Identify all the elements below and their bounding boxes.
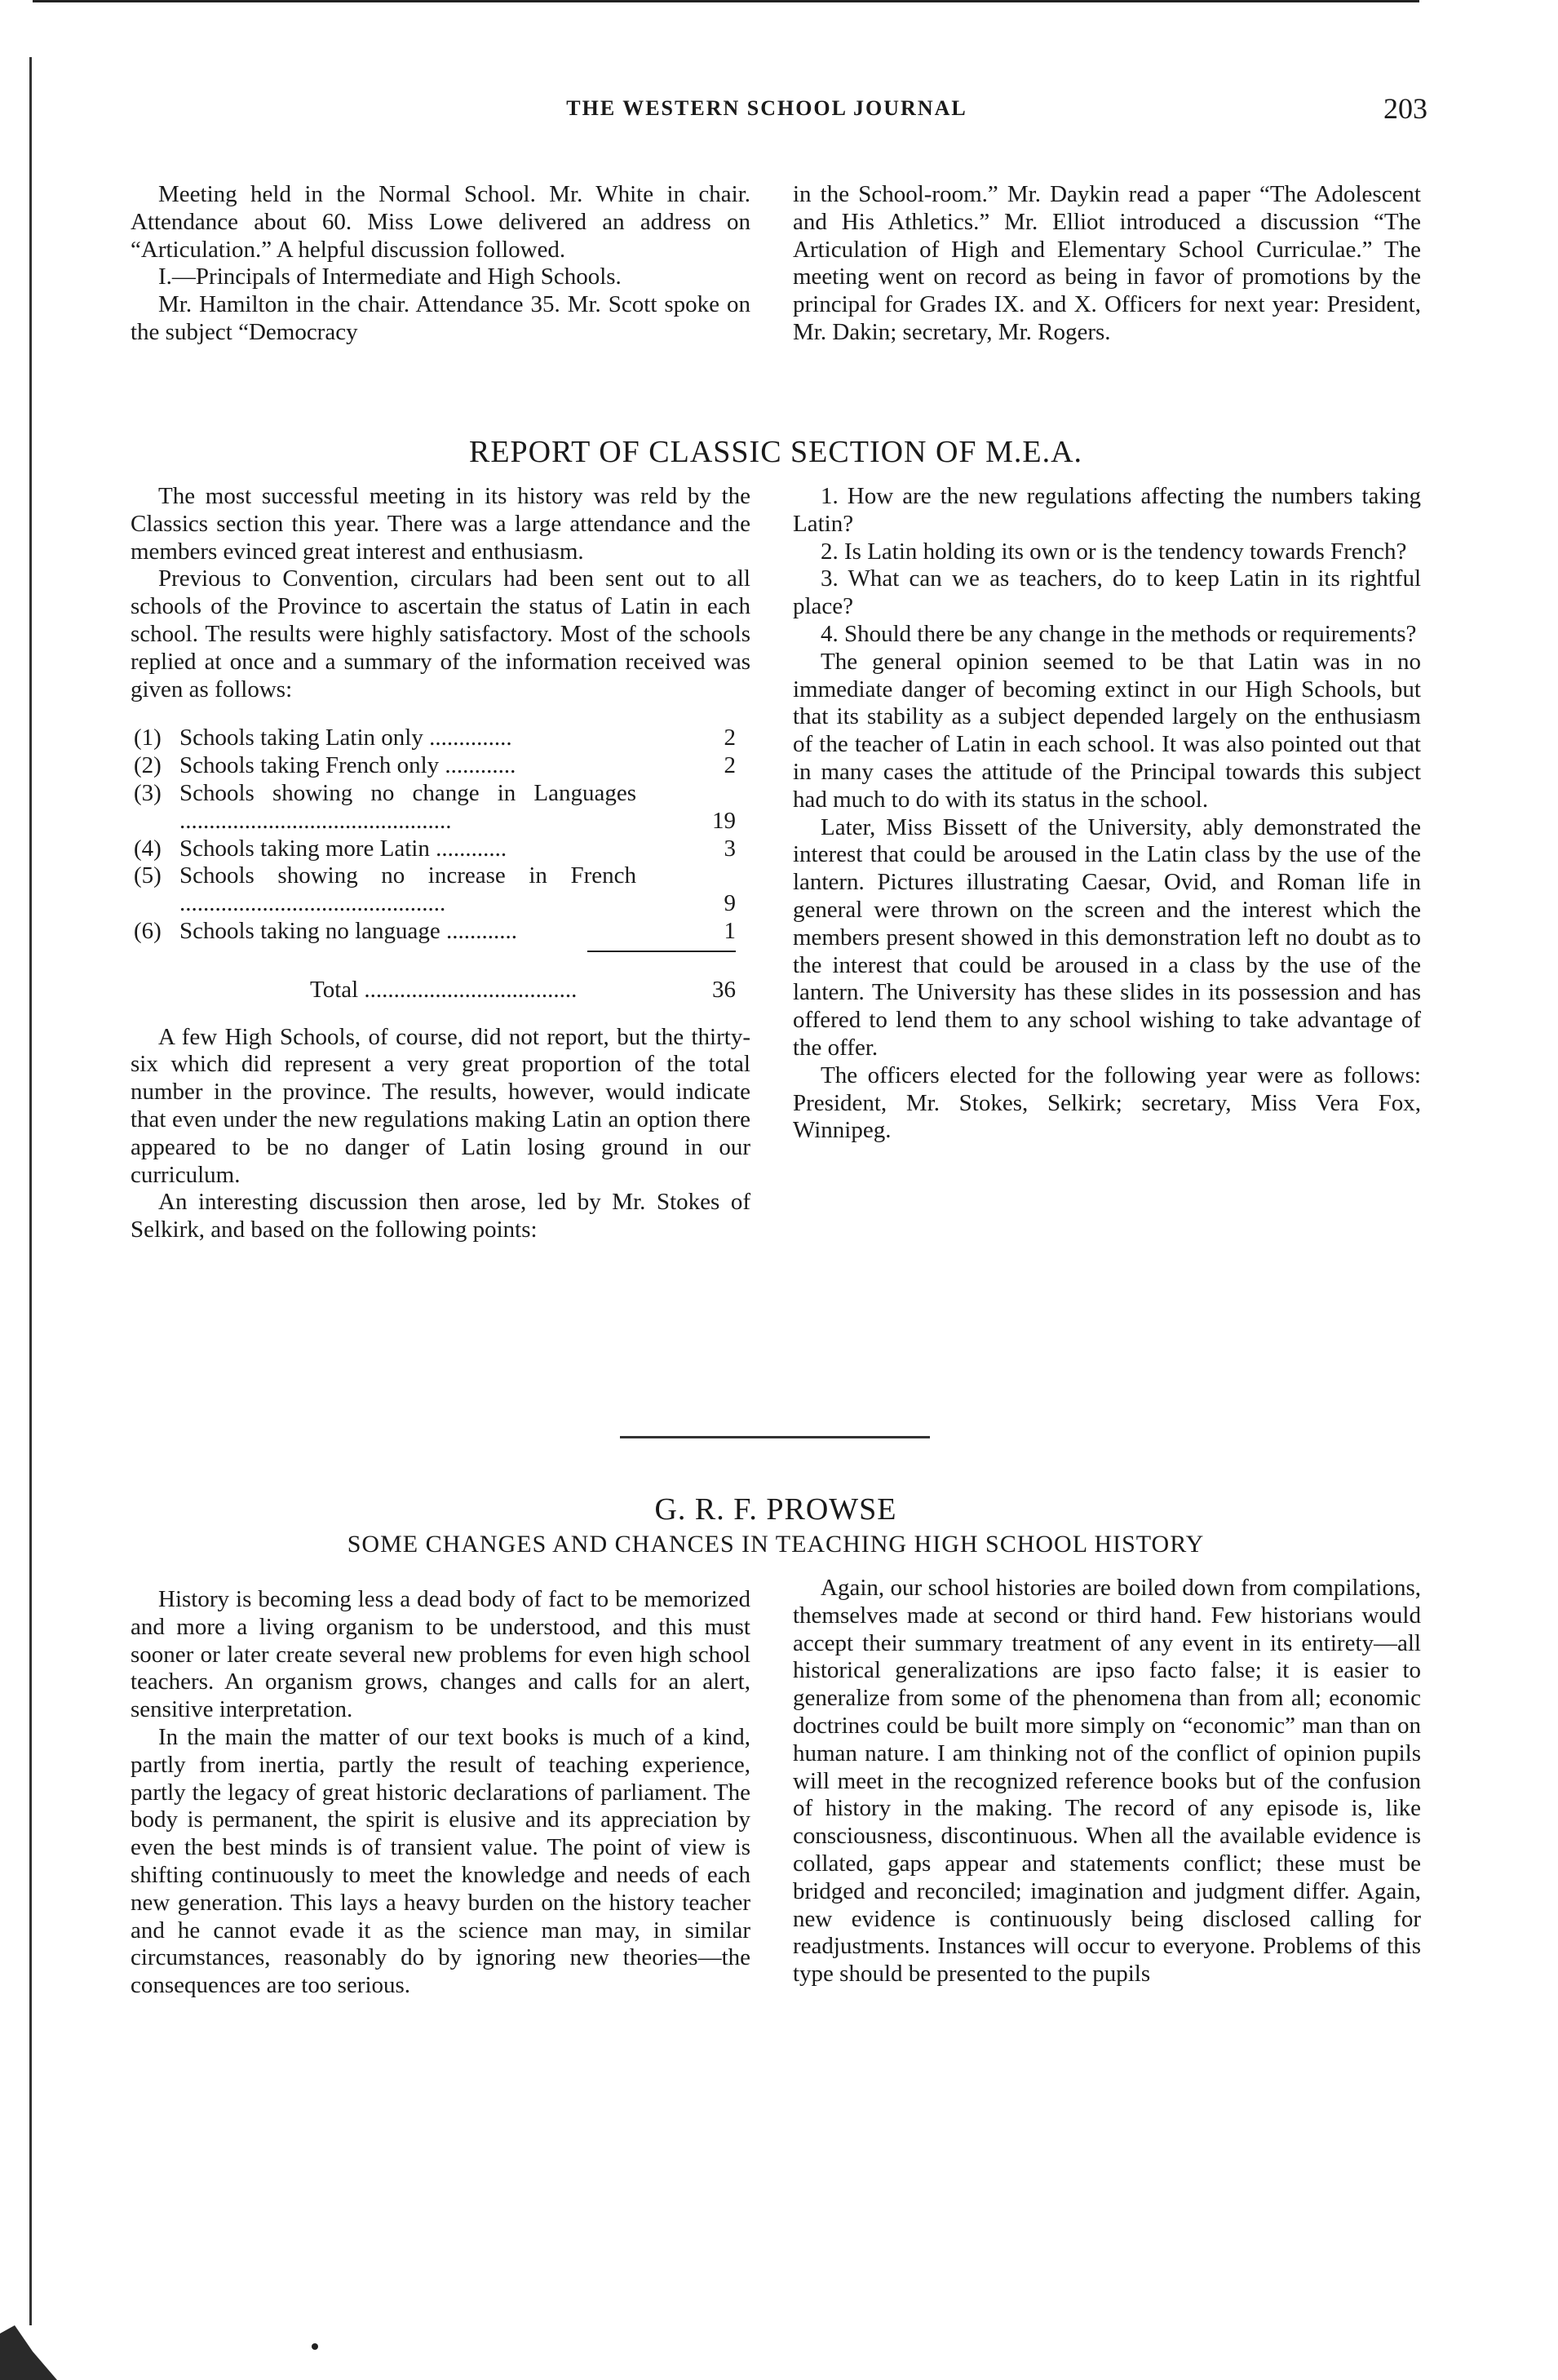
running-head: THE WESTERN SCHOOL JOURNAL	[566, 96, 967, 120]
stats-row	[131, 725, 750, 752]
row-number: (3)	[134, 779, 162, 806]
row-number: (1)	[134, 725, 162, 751]
classic-left-column	[131, 483, 750, 1244]
row-value: 2	[724, 752, 736, 779]
row-number: (2)	[134, 752, 162, 779]
paragraph: Mr. Hamilton in the chair. Attendance 35. Mr. Scott spoke on the subject “Democracy	[131, 291, 750, 345]
paragraph: Again, our school histories are boiled down from compilations, themselves made at second or third hand. Few historians would accept their summary treatment of any event in its entirety—all historical generalizations are ipso facto false; it is easier to generalize from some of the phenomena than from all; economic doctrines could be built more simply on “economic” man than on human nature. I am thinking not of the conflict of opinion pupils will meet in the recognized reference books but of the confusion of history in the making. The record of any episode is, like consciousness, discontinuous. When all the available evidence is collated, gaps appear and statements conflict; these must be bridged and reconciled; imagination and judgment differ. Again, new evidence is continuously being disclosed calling for readjustments. Instances will occur to everyone. Problems of this type should be presented to the pupils	[793, 1575, 1421, 1988]
paragraph: The general opinion seemed to be that Latin was in no immediate danger of becoming extinct in our High Schools, but that its stability as a subject depended largely on the enthusiasm of the teacher of Latin in each school. It was also pointed out that in many cases the attitude of the Principal towards this subject had much to do with its status in the school.	[793, 648, 1421, 813]
paragraph: Meeting held in the Normal School. Mr. White in chair. Attendance about 60. Miss Lowe delivered an address on “Articulation.” A helpful discussion followed.	[131, 181, 750, 263]
discussion-point: 3. What can we as teachers, do to keep Latin in its rightful place?	[793, 565, 1421, 620]
paragraph: in the School-room.” Mr. Daykin read a paper “The Adolescent and His Athletics.” Mr. Elliot introduced a discussion “The Articulation of High and Elementary School Curriculae.” The meeting went on record as being in favor of promotions by the principal for Grades IX. and X. Officers for next year: President, Mr. Dakin; secretary, Mr. Rogers.	[793, 181, 1421, 345]
scan-speck-icon	[312, 2343, 318, 2350]
row-label: Schools taking Latin only ..............	[179, 725, 512, 751]
discussion-point: 4. Should there be any change in the methods or requirements?	[821, 620, 1417, 647]
paragraph: Later, Miss Bissett of the University, ably demonstrated the interest that could be aroused in the Latin class by the use of the lantern. Pictures illustrating Caesar, Ovid, and Roman life in general were thrown on the screen and the interest which the members present showed in this demonstration left no doubt as to the interest that could be aroused in a class by the use of the lantern. The University has these slides in its possession and has offered to lend them to any school wishing to take advantage of the offer.	[793, 813, 1421, 1061]
article-author: G. R. F. PROWSE	[654, 1492, 897, 1527]
paragraph: The most successful meeting in its history was reld by the Classics section this year. There was a large attendance and the members evinced great interest and enthusiasm.	[131, 483, 750, 565]
paragraph: A few High Schools, of course, did not report, but the thirty-six which did represent a very great proportion of the total number in the province. The results, however, would indicate that even under the new regulations making Latin an option there appeared to be no danger of Latin losing ground in our curriculum.	[131, 1023, 750, 1188]
total-value: 36	[712, 976, 736, 1003]
row-number: (4)	[134, 835, 162, 862]
row-label: Schools taking more Latin ............	[179, 835, 507, 862]
row-value: 19	[712, 807, 736, 834]
paragraph: Previous to Convention, circulars had been sent out to all schools of the Province to ascertain the status of Latin in each school. The results were highly satisfactory. Most of the schools replied at once and a summary of the information received was given as follows:	[131, 565, 750, 702]
paragraph: I.—Principals of Intermediate and High Schools.	[158, 264, 622, 290]
article-right-column	[793, 1575, 1421, 1988]
article-left-column	[131, 1586, 750, 2000]
paragraph: In the main the matter of our text books is much of a kind, partly from inertia, partly the result of teaching experience, partly the legacy of great historic declarations of parliament. The body is permanent, the spirit is elusive and its appreciation by even the best minds is of transient value. The point of view is shifting continuously to meet the knowledge and needs of each new generation. This lays a heavy burden on the history teacher and he cannot evade it as the science man may, in similar circumstances, reasonably do by ignoring new theories—the consequences are too serious.	[131, 1723, 750, 1999]
stats-row	[131, 835, 750, 863]
paragraph: History is becoming less a dead body of fact to be memorized and more a living organism to be understood, and this must sooner or later create several new problems for even high school teachers. An organism grows, changes and calls for an alert, sensitive interpretation.	[131, 1586, 750, 1723]
row-label: Schools showing no increase in French .............................................	[179, 862, 636, 917]
section-divider	[620, 1436, 930, 1438]
classic-right-column	[793, 483, 1421, 1145]
total-label: Total ....................................	[310, 976, 578, 1003]
latin-status-table	[131, 725, 750, 1004]
top-right-column	[793, 181, 1421, 347]
row-number: (6)	[134, 917, 162, 944]
total-rule	[587, 951, 736, 952]
row-label: Schools showing no change in Languages ..............................................	[179, 779, 636, 834]
stats-row	[131, 918, 750, 946]
discussion-point: 1. How are the new regulations affecting the numbers taking Latin?	[793, 483, 1421, 537]
top-edge-rule	[33, 0, 1419, 2]
paragraph: An interesting discussion then arose, led by Mr. Stokes of Selkirk, and based on the following points:	[131, 1189, 750, 1243]
stats-total-row	[131, 977, 750, 1004]
row-value: 3	[724, 835, 736, 862]
paragraph: The officers elected for the following year were as follows: President, Mr. Stokes, Selkirk; secretary, Miss Vera Fox, Winnipeg.	[793, 1061, 1421, 1144]
row-value: 2	[724, 725, 736, 751]
article-subtitle: SOME CHANGES AND CHANCES IN TEACHING HIGH SCHOOL HISTORY	[347, 1531, 1205, 1558]
row-number: (5)	[134, 862, 162, 889]
row-label: Schools taking French only ............	[179, 752, 516, 779]
top-left-column	[131, 181, 750, 347]
row-value: 1	[724, 917, 736, 944]
scan-artifact-icon	[0, 2309, 57, 2380]
classic-section-title: REPORT OF CLASSIC SECTION OF M.E.A.	[468, 435, 1083, 469]
page-header	[514, 92, 1427, 129]
stats-row	[131, 780, 750, 835]
row-label: Schools taking no language ............	[179, 917, 518, 944]
page-number: 203	[1383, 92, 1427, 125]
discussion-point: 2. Is Latin holding its own or is the tendency towards French?	[821, 538, 1407, 565]
stats-row	[131, 752, 750, 780]
left-margin-rule	[29, 57, 32, 2325]
row-value: 9	[724, 890, 736, 917]
stats-row	[131, 862, 750, 918]
